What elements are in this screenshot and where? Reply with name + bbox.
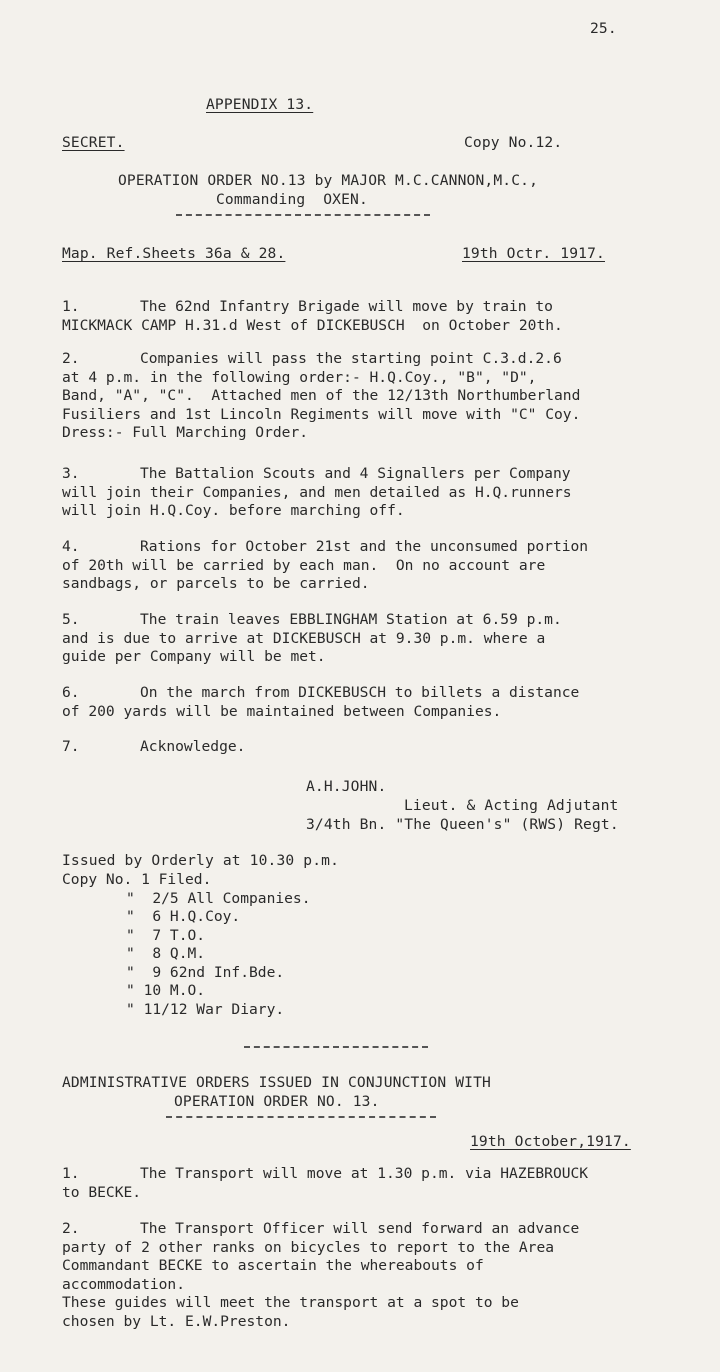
paragraph-text: On the march from DICKEBUSCH to billets a distance <box>140 684 580 701</box>
section-divider <box>244 1046 428 1048</box>
paragraph-line <box>62 684 717 703</box>
paragraph-text: These guides will meet the transport at a spot to be <box>62 1294 519 1312</box>
paragraph-line <box>62 538 717 557</box>
admin-paragraph-1 <box>62 1165 717 1202</box>
paragraph-number: 1. <box>62 1165 80 1182</box>
paragraph-line <box>62 350 717 369</box>
paragraph-line <box>62 502 717 521</box>
paragraph-line <box>62 630 717 649</box>
copy-number: Copy No.12. <box>464 134 563 151</box>
paragraph-line <box>62 387 717 406</box>
paragraph-text: Dress:- Full Marching Order. <box>62 424 309 442</box>
admin-subtitle: OPERATION ORDER NO. 13. <box>174 1093 380 1110</box>
paragraph-line <box>62 611 717 630</box>
distribution-item: " 10 M.O. <box>126 982 206 999</box>
order-paragraph-6 <box>62 684 717 721</box>
admin-title-divider <box>166 1116 436 1118</box>
paragraph-text: MICKMACK CAMP H.31.d West of DICKEBUSCH on October 20th. <box>62 316 563 334</box>
paragraph-number: 5. <box>62 611 80 628</box>
distribution-item: Copy No. 1 Filed. <box>62 871 212 888</box>
paragraph-text: The train leaves EBBLINGHAM Station at 6.59 p.m. <box>140 611 562 628</box>
order-date: 19th Octr. 1917. <box>462 245 605 262</box>
order-paragraph-5 <box>62 611 717 667</box>
paragraph-text: to BECKE. <box>62 1183 142 1201</box>
paragraph-line <box>62 557 717 576</box>
paragraph-line <box>62 369 717 388</box>
paragraph-number: 2. <box>62 350 80 367</box>
title-divider <box>176 214 430 216</box>
paragraph-text: The Transport will move at 1.30 p.m. via HAZEBROUCK <box>140 1165 589 1182</box>
distribution-item: " 9 62nd Inf.Bde. <box>126 963 285 981</box>
signatory-name: A.H.JOHN. <box>306 778 387 795</box>
paragraph-number: 7. <box>62 738 80 755</box>
paragraph-line <box>62 1184 717 1203</box>
paragraph-text: accommodation. <box>62 1275 186 1293</box>
commanding-line: Commanding OXEN. <box>216 191 368 208</box>
paragraph-text: chosen by Lt. E.W.Preston. <box>62 1312 291 1330</box>
paragraph-text: of 200 yards will be maintained between Companies. <box>62 702 502 720</box>
paragraph-text: Fusiliers and 1st Lincoln Regiments will move with "C" Coy. <box>62 405 581 423</box>
paragraph-text: party of 2 other ranks on bicycles to report to the Area <box>62 1238 555 1256</box>
paragraph-number: 2. <box>62 1220 80 1237</box>
map-reference: Map. Ref.Sheets 36a & 28. <box>62 245 286 262</box>
order-paragraph-2 <box>62 350 717 443</box>
paragraph-text: Acknowledge. <box>140 738 246 755</box>
order-title: OPERATION ORDER NO.13 by MAJOR M.C.CANNON,M.C., <box>118 172 539 189</box>
paragraph-text: Rations for October 21st and the unconsumed portion <box>140 538 589 555</box>
distribution-item: " 2/5 All Companies. <box>126 889 311 907</box>
paragraph-text: Commandant BECKE to ascertain the whereabouts of <box>62 1257 484 1275</box>
paragraph-number: 1. <box>62 298 80 315</box>
paragraph-text: Band, "A", "C". Attached men of the 12/13th Northumberland <box>62 387 581 405</box>
paragraph-text: Companies will pass the starting point C.3.d.2.6 <box>140 350 562 367</box>
paragraph-line <box>62 1313 717 1332</box>
paragraph-number: 6. <box>62 684 80 701</box>
paragraph-text: at 4 p.m. in the following order:- H.Q.Coy., "B", "D", <box>62 368 537 386</box>
signatory-rank: Lieut. & Acting Adjutant <box>404 797 619 814</box>
appendix-heading: APPENDIX 13. <box>206 96 314 113</box>
issued-line: Issued by Orderly at 10.30 p.m. <box>62 852 340 869</box>
distribution-item: " 11/12 War Diary. <box>126 1000 285 1018</box>
distribution-item: " 7 T.O. <box>126 926 206 944</box>
order-paragraph-7 <box>62 738 717 757</box>
paragraph-line <box>62 1257 717 1276</box>
paragraph-line <box>62 738 717 757</box>
paragraph-text: and is due to arrive at DICKEBUSCH at 9.30 p.m. where a <box>62 629 546 647</box>
page-number: 25. <box>590 20 617 37</box>
admin-paragraph-2 <box>62 1220 717 1332</box>
paragraph-line <box>62 648 717 667</box>
paragraph-line <box>62 465 717 484</box>
paragraph-text: The 62nd Infantry Brigade will move by train to <box>140 298 553 315</box>
paragraph-line <box>62 406 717 425</box>
paragraph-number: 3. <box>62 465 80 482</box>
order-paragraph-4 <box>62 538 717 594</box>
paragraph-line <box>62 424 717 443</box>
paragraph-text: The Battalion Scouts and 4 Signallers per Company <box>140 465 571 482</box>
paragraph-line <box>62 1276 717 1295</box>
paragraph-line <box>62 575 717 594</box>
paragraph-line <box>62 484 717 503</box>
admin-date: 19th October,1917. <box>470 1133 631 1150</box>
order-paragraph-1 <box>62 298 717 335</box>
paragraph-line <box>62 1294 717 1313</box>
paragraph-number: 4. <box>62 538 80 555</box>
order-paragraph-3 <box>62 465 717 521</box>
paragraph-text: The Transport Officer will send forward an advance <box>140 1220 580 1237</box>
secret-label: SECRET. <box>62 134 125 151</box>
paragraph-text: guide per Company will be met. <box>62 648 326 666</box>
distribution-item: " 8 Q.M. <box>126 945 206 962</box>
admin-title: ADMINISTRATIVE ORDERS ISSUED IN CONJUNCTION WITH <box>62 1074 491 1091</box>
paragraph-text: of 20th will be carried by each man. On no account are <box>62 556 546 574</box>
signatory-unit: 3/4th Bn. "The Queen's" (RWS) Regt. <box>306 816 619 833</box>
paragraph-line <box>62 298 717 317</box>
paragraph-text: will join their Companies, and men detailed as H.Q.runners <box>62 483 572 501</box>
paragraph-line <box>62 703 717 722</box>
paragraph-line <box>62 317 717 336</box>
paragraph-text: sandbags, or parcels to be carried. <box>62 575 370 593</box>
paragraph-text: will join H.Q.Coy. before marching off. <box>62 502 405 520</box>
paragraph-line <box>62 1239 717 1258</box>
paragraph-line <box>62 1165 717 1184</box>
paragraph-line <box>62 1220 717 1239</box>
distribution-item: " 6 H.Q.Coy. <box>126 908 241 925</box>
